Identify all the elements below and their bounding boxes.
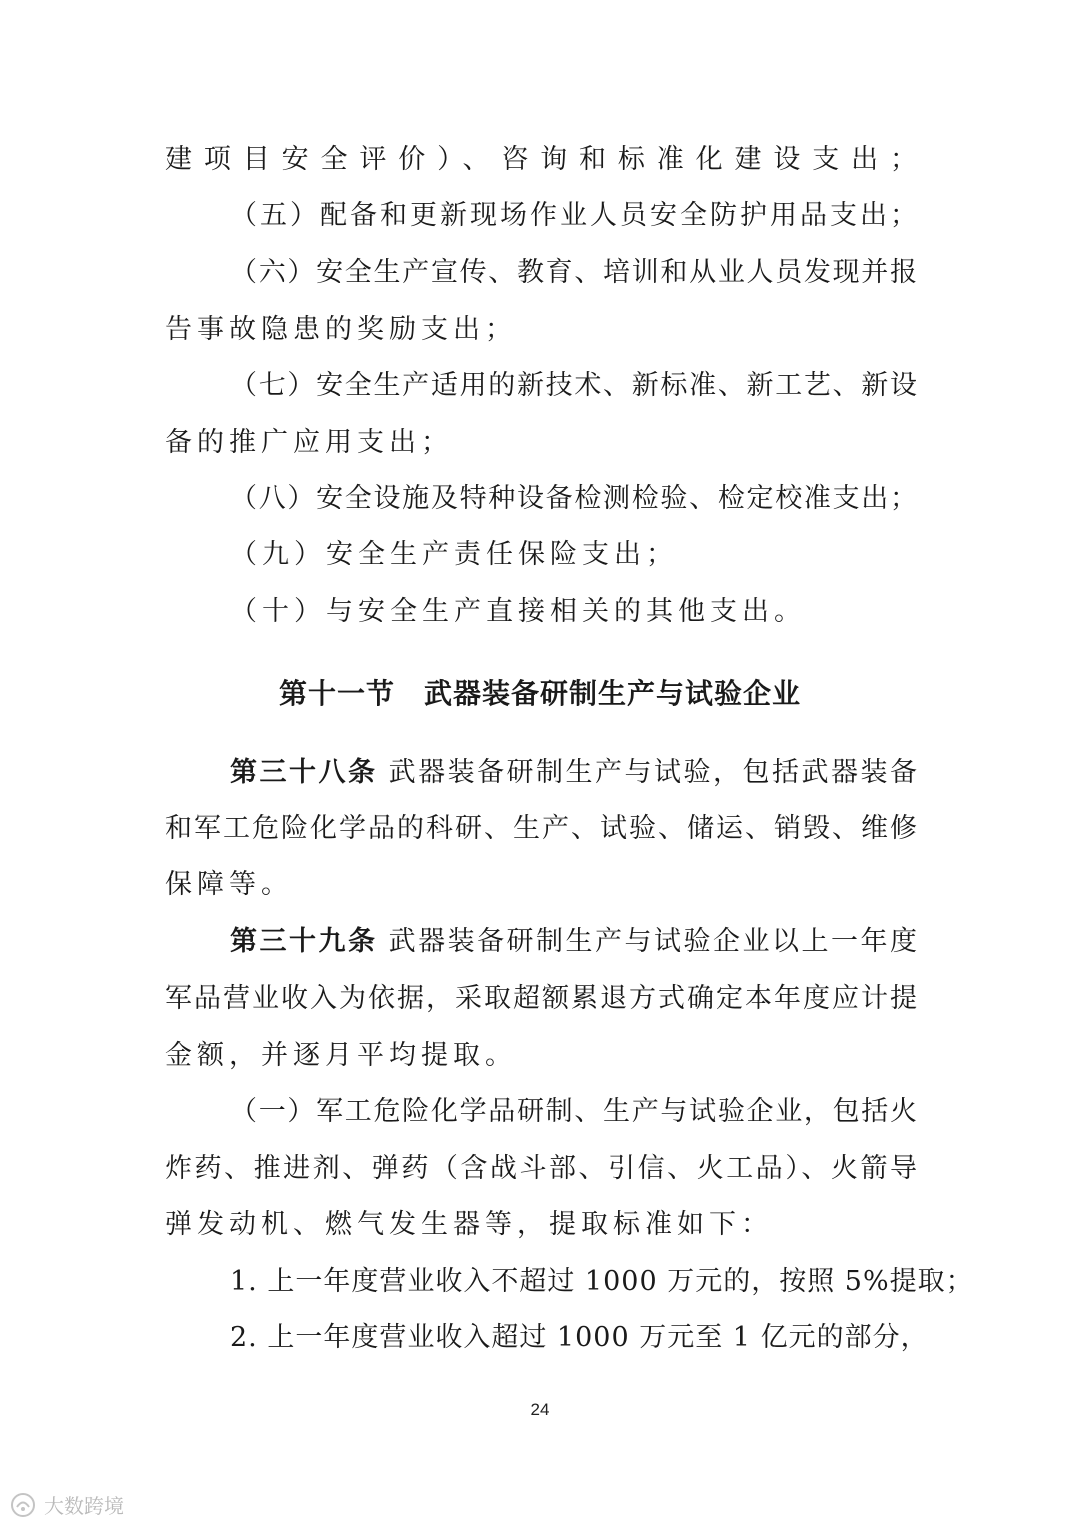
text-line: 弹发动机、燃气发生器等，提取标准如下：: [165, 1209, 773, 1240]
text-line: （九）安全生产责任保险支出；: [230, 539, 678, 570]
page-number: 24: [530, 1400, 550, 1419]
article-39-label: 第三十九条: [230, 926, 378, 957]
section-heading: 第十一节 武器装备研制生产与试验企业: [278, 677, 801, 710]
text-line: （十）与安全生产直接相关的其他支出。: [230, 596, 806, 627]
text-line: （六）安全生产宣传、教育、培训和从业人员发现并报: [230, 257, 917, 288]
watermark-text: 大数跨境: [44, 1494, 124, 1518]
text-line: 保障等。: [165, 869, 293, 900]
text-line: （八）安全设施及特种设备检测检验、检定校准支出；: [230, 483, 917, 514]
watermark-logo-icon: [10, 1492, 36, 1518]
article-39-text: 武器装备研制生产与试验企业以上一年度: [388, 926, 918, 957]
text-line: （一）军工危险化学品研制、生产与试验企业，包括火: [230, 1096, 917, 1127]
text-line: 军品营业收入为依据，采取超额累退方式确定本年度应计提: [165, 983, 917, 1014]
text-line: 2. 上一年度营业收入超过 1000 万元至 1 亿元的部分，: [230, 1322, 929, 1353]
article-38-label: 第三十八条: [230, 757, 378, 788]
text-line: （七）安全生产适用的新技术、新标准、新工艺、新设: [230, 370, 917, 401]
text-line: 金额，并逐月平均提取。: [165, 1040, 517, 1071]
text-line: 建项目安全评价）、咨询和标准化建设支出；: [165, 144, 917, 175]
text-line: 炸药、推进剂、弹药（含战斗部、引信、火工品）、火箭导: [165, 1153, 917, 1184]
article-38-text: 武器装备研制生产与试验，包括武器装备: [388, 757, 918, 788]
text-line: （五）配备和更新现场作业人员安全防护用品支出；: [230, 200, 917, 231]
text-line: 备的推广应用支出；: [165, 427, 453, 458]
article-38-line-1: [230, 753, 917, 793]
text-line: 和军工危险化学品的科研、生产、试验、储运、销毁、维修: [165, 813, 917, 844]
text-line: 1. 上一年度营业收入不超过 1000 万元的，按照 5%提取；: [230, 1266, 974, 1297]
watermark: [10, 1490, 124, 1519]
text-line: 告事故隐患的奖励支出；: [165, 314, 517, 345]
article-39-line-1: [230, 922, 917, 962]
